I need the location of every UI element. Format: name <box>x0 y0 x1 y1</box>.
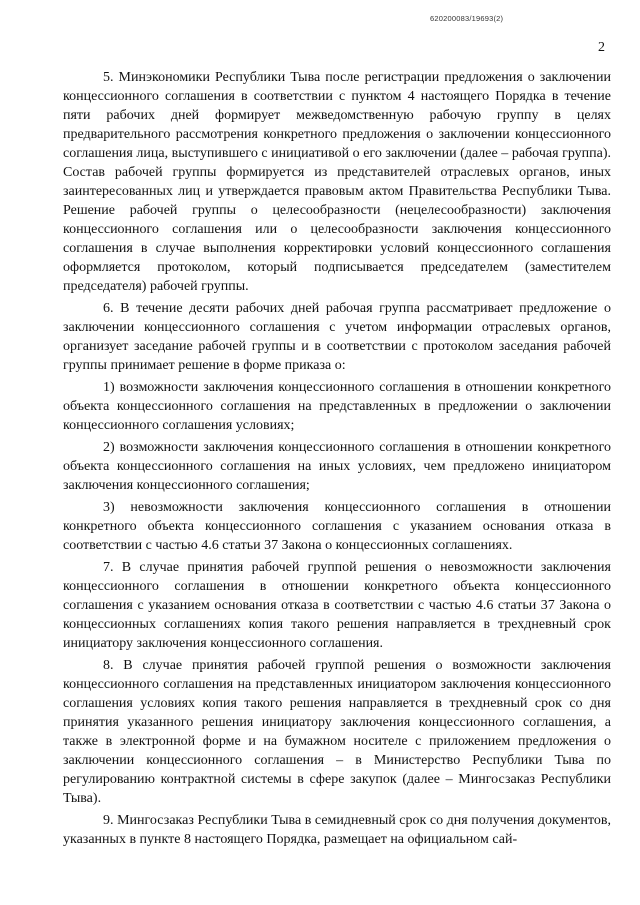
paragraph-7: 7. В случае принятия рабочей группой решения о невозможности заключения концессионного соглашения в отношении конкретного объекта концессионного соглашения с указанием основания отказа в соответствии с частью 4.6 статьи 37 Закона о концессионных соглашениях копия такого решения направляется в трехдневный срок инициатору заключения концессионного соглашения. <box>63 560 611 651</box>
page-number: 2 <box>598 40 605 55</box>
list-item-1: 1) возможности заключения концессионного соглашения в отношении конкретного объекта концессионного соглашения на представленных в предложении о заключении концессионного соглашения условиях; <box>63 380 611 433</box>
document-body <box>63 68 611 849</box>
paragraph-8: 8. В случае принятия рабочей группой решения о возможности заключения концессионного соглашения на представленных инициатором заключения концессионного соглашения условиях копия такого решения направляется в трехдневный срок со дня принятия указанного решения инициатору заключения концессионного соглашения, а также в электронной форме и на бумажном носителе с приложением предложения о заключении концессионного соглашения – в Министерство Республики Тыва по регулированию контрактной системы в сфере закупок (далее – Мингосзаказ Республики Тыва). <box>63 658 611 806</box>
paragraph-9: 9. Мингосзаказ Республики Тыва в семидневный срок со дня получения документов, указанных в пункте 8 настоящего Порядка, размещает на официальном сай- <box>63 813 611 847</box>
list-item-3: 3) невозможности заключения концессионного соглашения в отношении конкретного объекта концессионного соглашения с указанием основания отказа в соответствии с частью 4.6 статьи 37 Закона о концессионных соглашениях. <box>63 500 611 553</box>
document-code: 620200083/19693(2) <box>430 14 504 23</box>
list-item-2: 2) возможности заключения концессионного соглашения в отношении конкретного объекта концессионного соглашения на иных условиях, чем предложено инициатором заключения концессионного соглашения; <box>63 440 611 493</box>
paragraph-6: 6. В течение десяти рабочих дней рабочая группа рассматривает предложение о заключении концессионного соглашения с учетом информации отраслевых органов, организует заседание рабочей группы и в соответствии с протоколом заседания рабочей группы принимает решение в форме приказа о: <box>63 301 611 373</box>
paragraph-5: 5. Минэкономики Республики Тыва после регистрации предложения о заключении концессионного соглашения в соответствии с пунктом 4 настоящего Порядка в течение пяти рабочих дней формирует межведомственную рабочую группу в целях предварительного рассмотрения конкретного предложения о заключении концессионного соглашения лица, выступившего с инициативой о его заключении (далее – рабочая группа). Состав рабочей группы формируется из представителей отраслевых органов, иных заинтересованных лиц и утверждается правовым актом Правительства Республики Тыва. Решение рабочей группы о целесообразности (нецелесообразности) заключения концессионного соглашения или о целесообразности заключения концессионного соглашения в случае выполнения корректировки условий концессионного соглашения оформляется протоколом, который подписывается председателем (заместителем председателя) рабочей группы. <box>63 70 611 294</box>
